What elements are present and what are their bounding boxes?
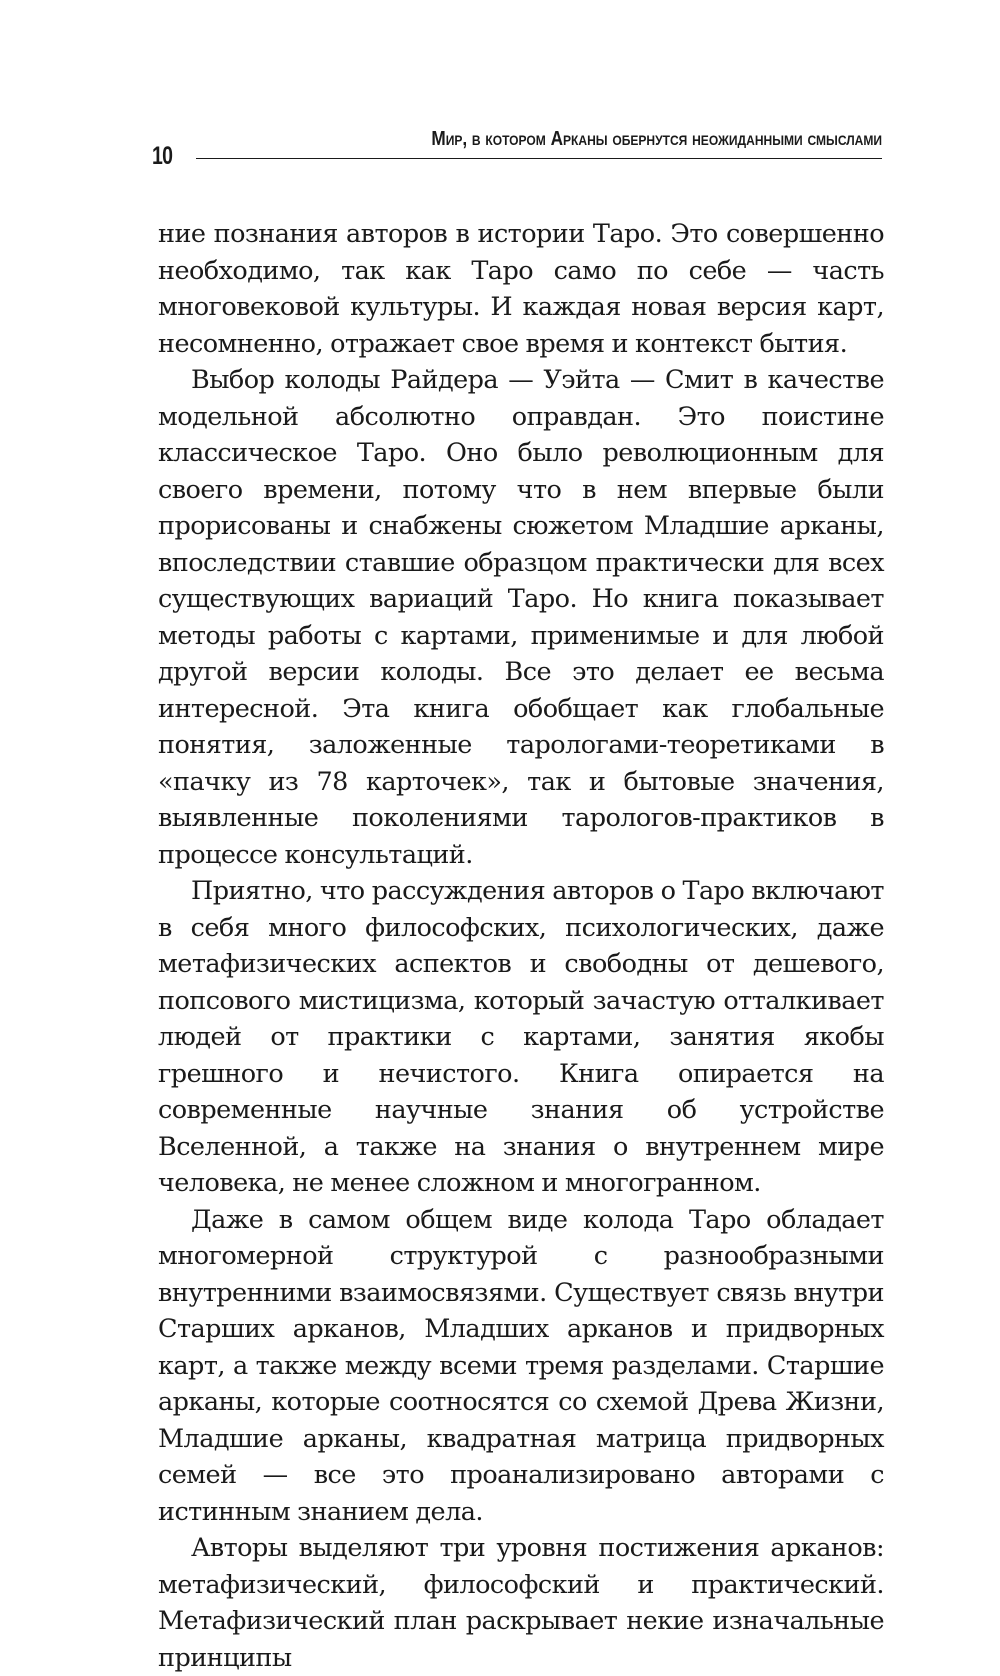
paragraph-3: Приятно, что рассуждения авторов о Таро включают в себя много философских, психологических, даже метафизических аспектов и свободны от дешевого, попсового мистицизма, который зачастую отталкивает людей от практики с картами, занятия якобы грешного и нечистого. Книга опирается на современные научные знания об устройстве Вселенной, а также на знания о внутреннем мире человека, не менее сложном и многогранном. bbox=[158, 876, 884, 1198]
paragraph-2: Выбор колоды Райдера — Уэйта — Смит в качестве модельной абсолютно оправдан. Это поистине классическое Таро. Оно было революционным для своего времени, потому что в нем впервые были прорисованы и снабжены сюжетом Младшие арканы, впоследствии ставшие образцом практически для всех существующих вариаций Таро. Но книга показывает методы работы с картами, применимые и для любой другой версии колоды. Все это делает ее весьма интересной. Эта книга обобщает как глобальные понятия, заложенные тарологами-теоретиками в «пачку из 78 карточек», так и бытовые значения, выявленные поколениями тарологов-практиков в процессе консультаций. bbox=[158, 365, 884, 870]
running-head bbox=[0, 0, 1000, 200]
header-rule bbox=[196, 158, 882, 159]
page-number: 10 bbox=[152, 142, 173, 170]
body-text bbox=[158, 216, 884, 1676]
paragraph-4: Даже в самом общем виде колода Таро обладает многомерной структурой с разнообразными внутренними взаимосвязями. Существует связь внутри Старших арканов, Младших арканов и придворных карт, а также между всеми тремя разделами. Старшие арканы, которые соотносятся со схемой Древа Жизни, Младшие арканы, квадратная матрица придворных семей — все это проанализировано авторами с истинным знанием дела. bbox=[158, 1204, 884, 1527]
running-title: Мир, в котором Арканы обернутся неожиданными смыслами bbox=[431, 128, 882, 150]
paragraph-5: Авторы выделяют три уровня постижения арканов: метафизический, философский и практический. Метафизический план раскрывает некие изначальные принципы bbox=[158, 1533, 884, 1673]
paragraph-1: ние познания авторов в истории Таро. Это совершенно необходимо, так как Таро само по себе — часть многовековой культуры. И каждая новая версия карт, несомненно, отражает свое время и контекст бытия. bbox=[158, 219, 884, 359]
